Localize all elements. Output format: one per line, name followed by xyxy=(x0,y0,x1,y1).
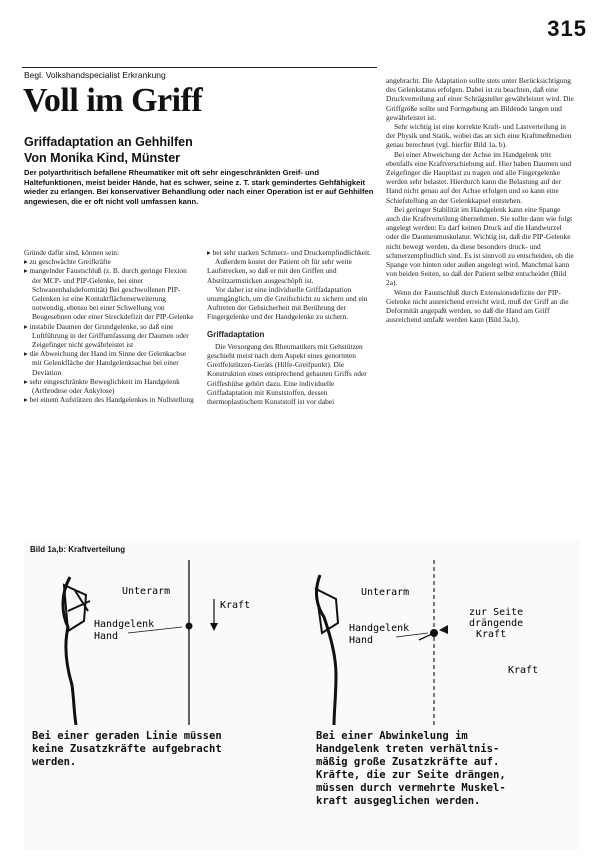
caption-line: werden. xyxy=(32,756,77,768)
bullet-item: ▸ sehr eingeschränkte Beweglichkeit im Handgelenk (Arthrodese oder Ankylose) xyxy=(24,376,180,396)
header-rule xyxy=(22,67,377,68)
figure-left-caption xyxy=(32,730,292,769)
bullet-item: ▸ mangelnder Faustschluß (z. B. durch geringe Flexion der MCP- und PIP-Gelenke, bei einer Schwanenhalsdeformität) Bei geschwollenen PIP-Gelenken ist eine Kontaktflächenerweiterung notwendig, ebenso bei einer Schwellung von Beugesehnen oder einer Streckdefizit der PIP-Gelenke xyxy=(24,266,194,322)
label-unterarm-left: Unterarm xyxy=(122,586,171,597)
caption-line: kraft ausgeglichen werden. xyxy=(316,795,481,807)
kicker: Begl. Volkshandspecialist Erkrankung xyxy=(24,70,166,80)
column1-intro: Gründe dafür sind, können sein: xyxy=(24,248,120,257)
bullet-item: ▸ zu geschwächte Greifkräfte xyxy=(24,257,111,267)
section-heading: Griffadaptation xyxy=(207,329,265,339)
lead-paragraph: Der polyarthritisch befallene Rheumatiker mit oft sehr eingeschränkten Greif- und Haltefunktionen, meist beider Hände, hat es schwer, seine z. T. stark gemindertes Gehfähigkeit wieder zu erlangen. Bei konservativer Behandlung oder nach einer Operation ist er auf Gehhilfen angewiesen, die er oft nicht voll umfassen kann. xyxy=(24,168,374,206)
page-number: 315 xyxy=(547,16,587,41)
caption-line: Kräfte, die zur Seite drängen, xyxy=(316,769,506,781)
bullet-item: ▸ die Abweichung der Hand im Sinne der Gelenkachse mit Gelenkfläche der Handgelenksachse bei einer Deviation xyxy=(24,349,187,377)
right-diagram xyxy=(316,560,538,725)
paragraph: angebracht. Die Adaptation sollte stets unter Berücksichtigung des Gelenkstatus erfolgen. Dabei ist zu beachten, daß eine Druckverteilung auf einer Schrägsteller gewährleistet wird. Die Griffgröße sollte und Formgebung am Bildende langen und gewährleistet ist. xyxy=(386,76,574,122)
figure-right-caption xyxy=(316,730,576,808)
label-hand-left: Hand xyxy=(94,631,119,642)
subtitle-line: Griffadaptation an Gehhilfen xyxy=(24,135,193,149)
label-side-right-2: drängende xyxy=(469,618,524,629)
label-handgelenk-left: Handgelenk xyxy=(94,619,155,630)
side-arrowhead xyxy=(439,625,448,634)
paragraph: Außerdem kostet der Patient oft für sehr weite Laufstrecken, so daß er mit den Griffen und Abstützarmsticken ausgeschöpft ist. xyxy=(207,257,352,285)
caption-line: Bei einer Abwinkelung im xyxy=(316,730,468,742)
label-unterarm-right: Unterarm xyxy=(361,587,410,598)
force-arrowhead-left xyxy=(210,623,218,631)
text-column-3 xyxy=(386,76,576,324)
caption-line: keine Zusatzkräfte aufgebracht xyxy=(32,743,222,755)
label-kraft-left: Kraft xyxy=(220,600,251,611)
caption-line: mäßig große Zusatzkräfte auf. xyxy=(316,756,500,768)
text-column-1 xyxy=(24,248,196,404)
text-column-2 xyxy=(207,248,377,406)
bullet-item: ▸ bei einem Aufstützen des Handgelenkes in Nullstellung xyxy=(24,395,194,405)
caption-line: Bei einer geraden Linie müssen xyxy=(32,730,222,742)
caption-line: Handgelenk treten verhältnis- xyxy=(316,743,500,755)
bullet-item: ▸ instabile Daumen der Grundgelenke, so daß eine Luftführung in der Griffumfassung der Daumen oder Zeigefinger nicht gewährleistet ist xyxy=(24,321,189,350)
bullet-item: ▸ bei sehr starken Schmerz- und Druckempfindlichkeit. xyxy=(207,248,371,257)
paragraph: Sehr wichtig ist eine korrekte Kraft- und Lastverteilung in der Physik und Statik, wobei das an sich eine Kraftmeßmedien genau berechnet (vgl. hierfür Bild 1a, b). xyxy=(386,122,572,150)
paragraph: Bei einer Abweichung der Achse im Handgelenk tritt ebenfalls eine Kraftverschiebung auf. Hier haben Daumen und Zeigefinger die Hauptlast zu tragen und alle Fingergelenke werden sehr belastet. Hierdurch kann die Belastung auf der Hand nicht genau auf der Achse erfolgen und so kann eine Schiefstellung an der Gelenkkapsel entstehen. xyxy=(386,149,572,205)
author-line: Von Monika Kind, Münster xyxy=(24,151,181,165)
article-title: Voll im Griff xyxy=(23,82,203,119)
caption-line: müssen durch vermehrte Muskel- xyxy=(316,782,506,794)
paragraph: Vor daher ist eine individuelle Griffadaptation unumgänglich, um die Greifschicht zu sichern und ein Auftreten der Gehsicherheit mit Berührung der Fingergelenke und der Handgelenke zu sichern. xyxy=(207,284,368,322)
figure-caption: Bild 1a,b: Kraftverteilung xyxy=(30,545,126,554)
paragraph: Die Versorgung des Rheumatikers mit Gehstützen geschieht meist nach dem Aspekt eines genormten Greiffelstützen-Geräts (Hilfe-Greifpunkt). Die Konstruktion eines entsprechend gebauten Griffs oder Griffeshülse gehört dazu. Eine individuelle Griffadaptation mit Kunststoffen, dessen thermoplastischem Kunststoff ist vor dabei xyxy=(207,341,367,407)
label-side-right-1: zur Seite xyxy=(469,607,524,618)
wrist-point-left xyxy=(186,623,193,630)
article-subtitle xyxy=(24,134,284,166)
left-diagram xyxy=(63,560,250,725)
label-hand-right: Hand xyxy=(349,635,374,646)
label-side-right-3: Kraft xyxy=(476,629,507,640)
paragraph: Wenn der Faustschluß durch Extensionsdefizite der PIP-Gelenke nicht ausreichend erreicht wird, muß der Griff an die Deformität angepaßt werden, so daß die Hand am Griff ausreichend umfaßt werden kann (Bild 3a,b). xyxy=(386,287,569,325)
label-kraft-right: Kraft xyxy=(508,665,539,676)
paragraph: Bei geringer Stabilität im Handgelenk kann eine Spange auch die Kraftverteilung übernehmen. Sie sollte dann wie folgt angelegt werden: Es darf keinen Druck auf die Handwurzel oder die Daumenmuskulatur. Wichtig ist, daß die PIP-Gelenke nicht bewegt werden, da diese besonders druck- und schmerzempfindlich sind. Es ist sinnvoll zu entscheiden, ob die Spange von hinten oder außen angelegt wird. Manchmal kann von beiden Seiten, so daß der Patient selbst entscheidet (Bild 2a). xyxy=(386,204,574,288)
label-handgelenk-right: Handgelenk xyxy=(349,623,410,634)
force-diagram xyxy=(24,555,580,725)
